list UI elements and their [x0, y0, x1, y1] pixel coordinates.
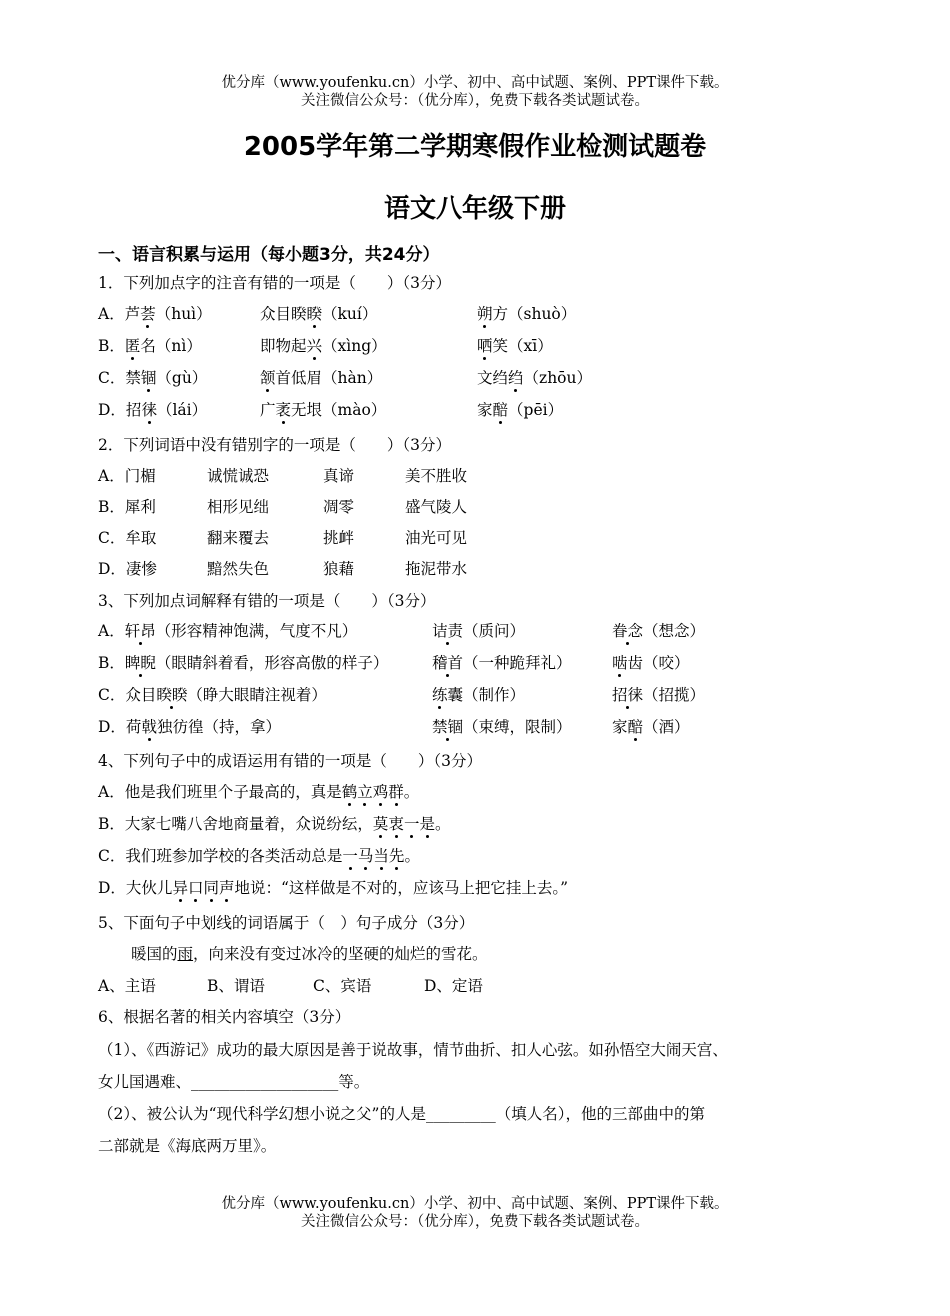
question-4-option-c: C．我们班参加学校的各类活动总是一马当先。	[98, 847, 420, 865]
question-4-option-d: D．大伙儿异口同声地说：“这样做是不对的，应该马上把它挂上去。”	[98, 879, 569, 897]
exam-title: 2005学年第二学期寒假作业检测试题卷	[243, 132, 707, 162]
question-6-part-1-line-2: 女儿国遇难、___________________等。	[98, 1073, 370, 1091]
watermark-header-line1: 优分库（www.youfenku.cn）小学、初中、高中试题、案例、PPT课件下载。	[221, 75, 729, 91]
underlined-word: 雨	[177, 945, 194, 963]
question-6-part-1-line-1: （1）、《西游记》成功的最大原因是善于说故事，情节曲折、扣人心弦。如孙悟空大闹天宫、	[98, 1041, 728, 1059]
question-6-stem: 6、根据名著的相关内容填空（3分）	[98, 1008, 351, 1026]
section-heading-1: 一、语言积累与运用（每小题3分，共24分）	[98, 245, 440, 265]
watermark-header-line2: 关注微信公众号：（优分库），免费下载各类试题试卷。	[301, 93, 649, 109]
question-5-sentence: 暖国的雨，向来没有变过冰冷的坚硬的灿烂的雪花。	[131, 945, 488, 963]
watermark-footer-line1: 优分库（www.youfenku.cn）小学、初中、高中试题、案例、PPT课件下载。	[221, 1196, 729, 1212]
question-4-stem: 4、下列句子中的成语运用有错的一项是（ ）（3分）	[98, 752, 482, 770]
question-3-stem: 3、下列加点词解释有错的一项是（ ）（3分）	[98, 592, 436, 610]
question-2-stem: 2．下列词语中没有错别字的一项是（ ）（3分）	[98, 436, 451, 454]
exam-subtitle: 语文八年级下册	[383, 194, 566, 224]
question-6-part-2-line-1: （2）、被公认为“现代科学幻想小说之父”的人是_________（填人名），他的三部曲中的第	[98, 1105, 705, 1123]
question-4-option-a: A．他是我们班里个子最高的，真是鹤立鸡群。	[98, 783, 420, 801]
question-6-part-2-line-2: 二部就是《海底两万里》。	[98, 1137, 277, 1155]
watermark-footer-line2: 关注微信公众号：（优分库），免费下载各类试题试卷。	[301, 1214, 649, 1230]
question-4-option-b: B．大家七嘴八舍地商量着，众说纷纭，莫衷一是。	[98, 815, 451, 833]
question-5-stem: 5、下面句子中划线的词语属于（ ）句子成分（3分）	[98, 914, 475, 932]
question-1-stem: 1．下列加点字的注音有错的一项是（ ）（3分）	[98, 274, 451, 292]
